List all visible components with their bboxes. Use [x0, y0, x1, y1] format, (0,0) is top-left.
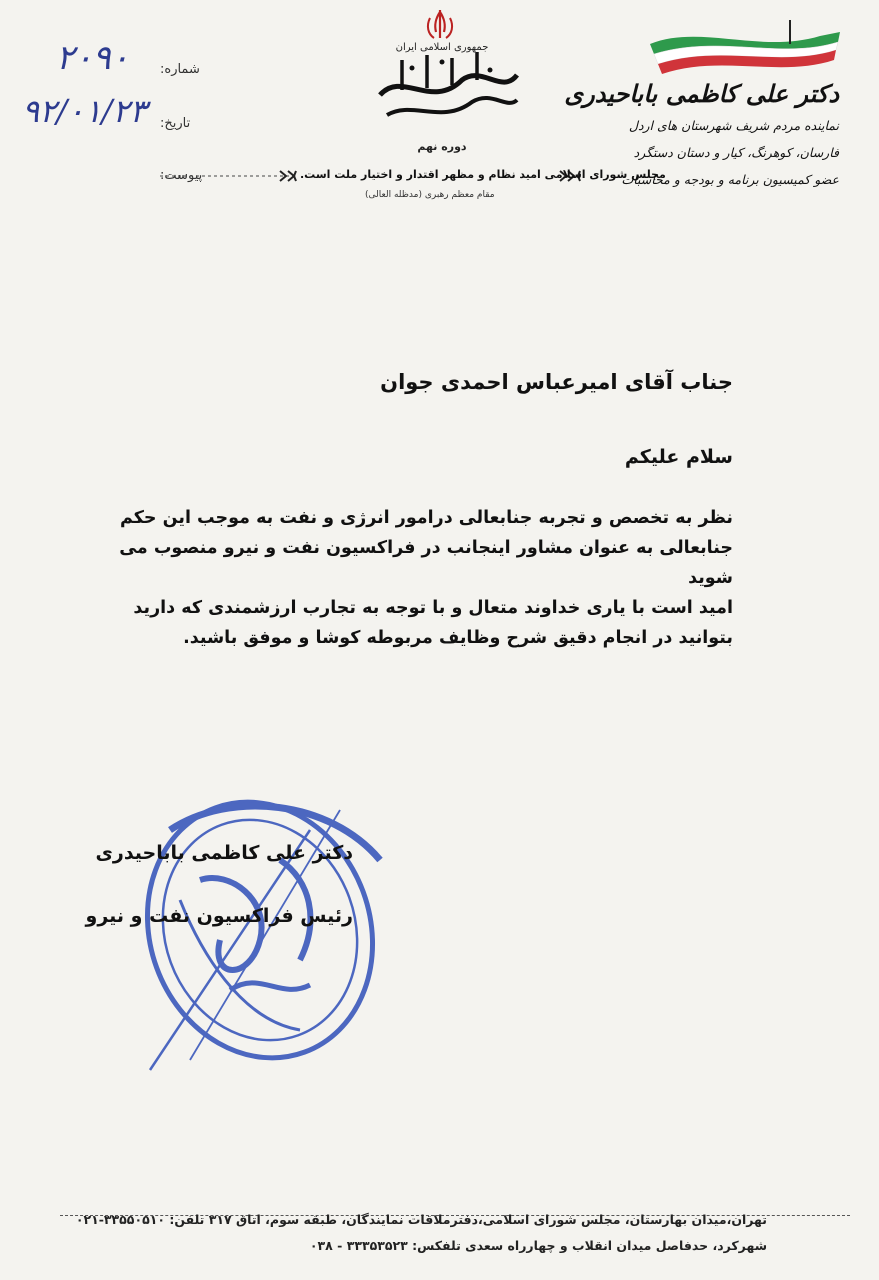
flag-wave-icon	[640, 14, 860, 84]
majlis-term: دوره نهم	[417, 140, 467, 153]
majlis-calligraphy	[372, 40, 522, 140]
iran-emblem-icon	[420, 8, 460, 44]
letter-body	[119, 503, 733, 653]
date-label: تاریخ:	[160, 116, 191, 131]
footer-tehran-address: تهران،میدان بهارستان، مجلس شورای اسلامی،دفترملاقات نمایندگان، طبقه سوم، اتاق ۳۱۷ تلفن: ۳۳۵۵۰۵۱۰-۰۲۱	[75, 1212, 767, 1227]
motto-source: مقام معظم رهبری (مدظله العالی)	[365, 190, 495, 200]
representative-line-1: نماینده مردم شریف شهرستان های اردل	[628, 118, 839, 133]
body-line: نظر به تخصص و تجربه جنابعالی درامور انرژی و نفت به موجب این حکم	[120, 508, 733, 528]
republic-title: جمهوری اسلامی ایران	[395, 42, 489, 53]
representative-line-3: عضو کمیسیون برنامه و بودجه و محاسبات	[621, 172, 839, 187]
majlis-motto: مجلس شورای اسلامی امید نظام و مظهر اقتدار و اختیار ملت است.	[300, 168, 666, 181]
representative-name: دکتر علی کاظمی باباحیدری	[564, 80, 839, 108]
official-stamp	[110, 770, 410, 1090]
attachment-label: پیوست:	[160, 168, 203, 183]
letter-number-value: ۲۰۹۰	[56, 38, 130, 78]
number-label: شماره:	[160, 62, 200, 77]
addressee: جناب آقای امیرعباس احمدی جوان	[380, 370, 733, 394]
body-line: امید است با یاری خداوند متعال و با توجه به تجارب ارزشمندی که دارید	[133, 598, 733, 618]
letter-date-value: ۹۲/۰۱/۲۳	[22, 92, 147, 130]
representative-line-2: فارسان، کوهرنگ، کیار و دستان دستگرد	[633, 145, 839, 160]
signatory-title: رئیس فراکسیون نفت و نیرو	[85, 905, 353, 927]
body-line: شوید	[688, 568, 733, 588]
footer-shahrekord-address: شهرکرد، حدفاصل میدان انقلاب و چهارراه سعدی تلفکس: ۳۳۳۵۳۵۲۳ - ۰۳۸	[309, 1238, 767, 1253]
body-line: بتوانید در انجام دقیق شرح وظایف مربوطه کوشا و موفق باشید.	[183, 628, 733, 648]
body-line: جنابعالی به عنوان مشاور اینجانب در فراکسیون نفت و نیرو منصوب می	[119, 538, 733, 558]
signatory-name: دکتر علی کاظمی باباحیدری	[95, 842, 353, 864]
greeting: سلام علیکم	[624, 446, 733, 468]
